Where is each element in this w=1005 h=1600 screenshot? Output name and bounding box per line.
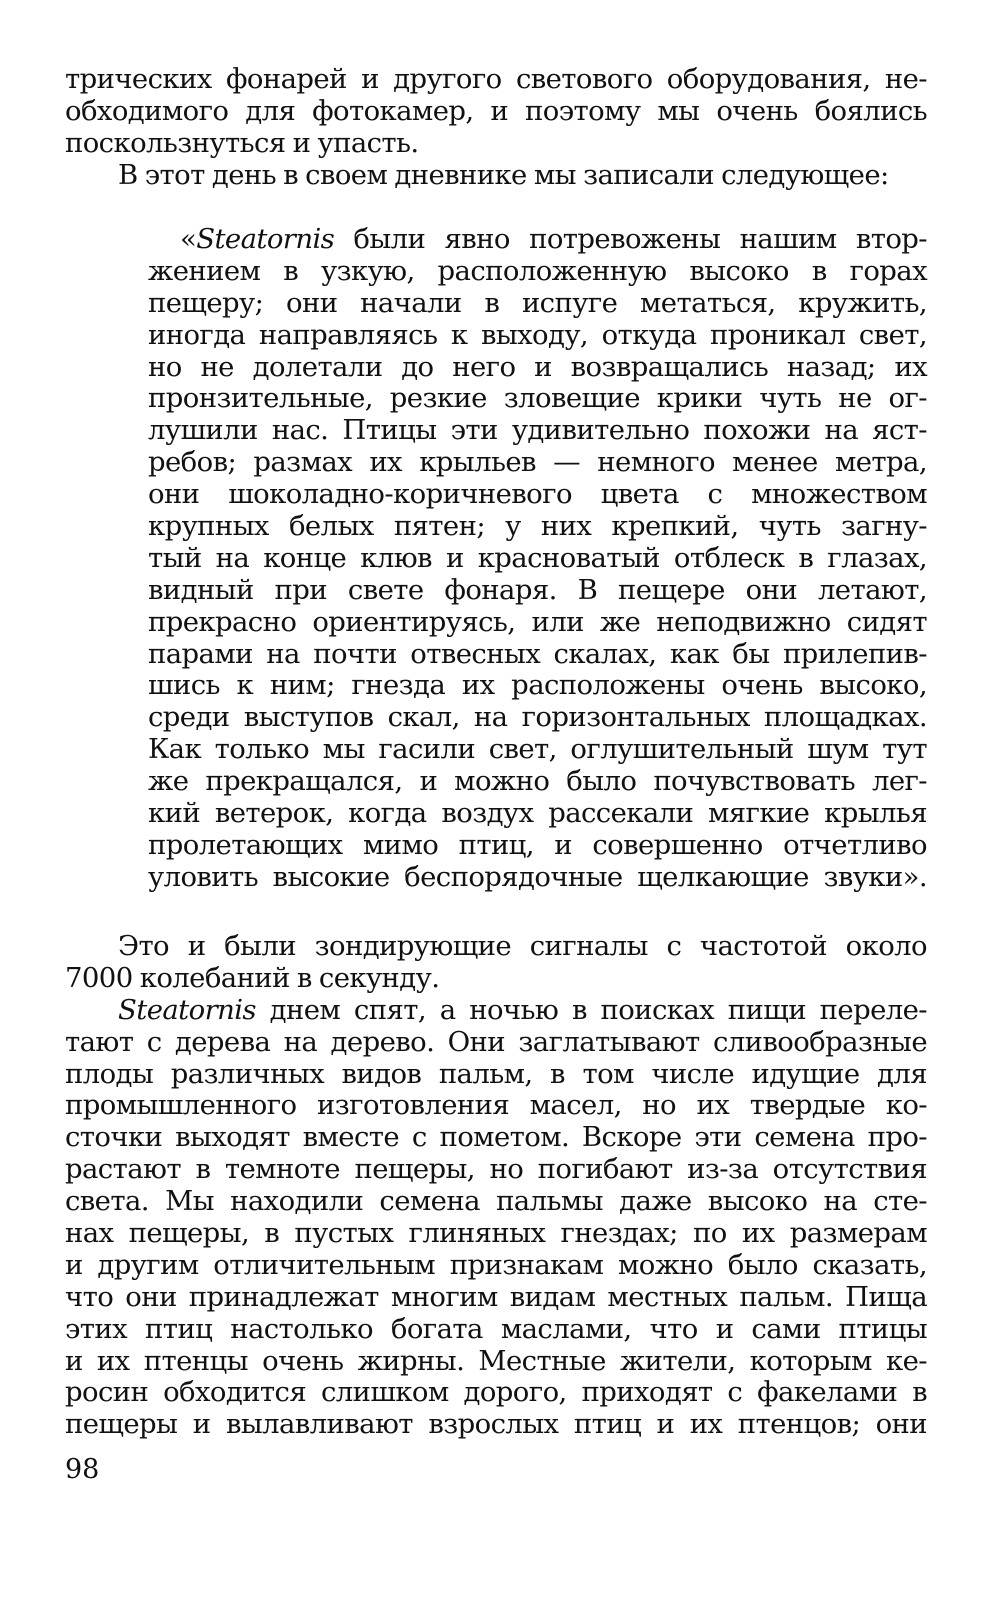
text-line: кий ветерок, когда воздух рассекали мягкие крылья bbox=[148, 797, 927, 830]
opening-paragraphs bbox=[65, 64, 927, 192]
text-line: и их птенцы очень жирны. Местные жители, которым ке- bbox=[65, 1344, 927, 1377]
text-line: Это и были зондирующие сигналы с частотой около bbox=[118, 930, 927, 962]
text-line: шись к ним; гнезда их расположены очень высоко, bbox=[148, 669, 927, 702]
text-line: пещеры и вылавливают взрослых птиц и их птенцов; они bbox=[65, 1408, 927, 1441]
text-line: пронзительные, резкие зловещие крики чуть не ог- bbox=[148, 382, 927, 415]
text-line: Как только мы гасили свет, оглушительный шум тут bbox=[148, 733, 927, 766]
text-line: обходимого для фотокамер, и поэтому мы очень боялись bbox=[65, 94, 927, 127]
text-line: поскользнуться и упасть. bbox=[65, 126, 419, 159]
text-line: парами на почти отвесных скалах, как бы прилепив- bbox=[148, 637, 927, 670]
text-line: они шоколадно-коричневого цвета с множеством bbox=[148, 478, 927, 511]
page-number: 98 bbox=[65, 1454, 100, 1485]
text-line: нах пещеры, в пустых глиняных гнездах; по их размерам bbox=[65, 1217, 927, 1250]
text-line: тый на конце клюв и красноватый отблеск в глазах, bbox=[148, 541, 927, 574]
text-line: жением в узкую, расположенную высоко в горах bbox=[148, 254, 927, 287]
text-line: же прекращался, и можно было почувствовать лег- bbox=[148, 765, 927, 798]
text-line: лушили нас. Птицы эти удивительно похожи на яст- bbox=[148, 414, 927, 447]
text-line: и другим отличительным признакам можно было сказать, bbox=[65, 1248, 927, 1281]
text-line: промышленного изготовления масел, но их твердые ко- bbox=[65, 1089, 927, 1122]
text-line: растают в темноте пещеры, но погибают из-за отсутствия bbox=[65, 1153, 927, 1186]
text-line: но не долетали до него и возвращались назад; их bbox=[148, 350, 927, 383]
text-line: пролетающих мимо птиц, и совершенно отчетливо bbox=[148, 828, 927, 861]
text-line: крупных белых пятен; у них крепкий, чуть загну- bbox=[148, 510, 927, 543]
text-line: этих птиц настолько богата маслами, что и сами птицы bbox=[65, 1312, 927, 1345]
diary-quote bbox=[148, 224, 927, 894]
text-line: уловить высокие беспорядочные щелкающие звуки». bbox=[148, 860, 927, 893]
text-fragment: днем спят, а ночью в поисках пищи переле- bbox=[255, 993, 927, 1026]
text-line: среди выступов скал, на горизонтальных площадках. bbox=[148, 701, 927, 734]
text-line: ребов; размах их крыльев — немного менее метра, bbox=[148, 446, 927, 479]
text-line: что они принадлежат многим видам местных пальм. Пища bbox=[65, 1280, 927, 1313]
text-line: видный при свете фонаря. В пещере они летают, bbox=[148, 573, 927, 606]
italic-term: Steatornis bbox=[196, 223, 335, 255]
text-line: прекрасно ориентируясь, или же неподвижно сидят bbox=[148, 605, 927, 638]
closing-paragraphs bbox=[65, 930, 927, 1441]
text-line: плоды различных видов пальм, в том числе идущие для bbox=[65, 1057, 927, 1090]
text-line: пещеру; они начали в испуге метаться, кружить, bbox=[148, 286, 927, 319]
text-line: иногда направляясь к выходу, откуда проникал свет, bbox=[148, 318, 927, 351]
text-line: 7000 колебаний в секунду. bbox=[65, 961, 440, 994]
text-line: росин обходится слишком дорого, приходят с факелами в bbox=[65, 1376, 927, 1409]
text-line: света. Мы находили семена пальмы даже высоко на сте- bbox=[65, 1185, 927, 1218]
text-line: трических фонарей и другого светового оборудования, не- bbox=[65, 63, 927, 95]
italic-term: Steatornis bbox=[118, 993, 256, 1026]
paragraph-first-line bbox=[118, 995, 927, 1027]
text-line: тают с дерева на дерево. Они заглатывают сливообразные bbox=[65, 1025, 927, 1058]
text-line: сточки выходят вместе с пометом. Вскоре эти семена про- bbox=[65, 1121, 927, 1154]
text-fragment: были явно потревожены нашим втор- bbox=[334, 223, 927, 255]
text-line: В этот день в своем дневнике мы записали следующее: bbox=[118, 158, 889, 191]
quote-first-line: «Steatornis были явно потревожены нашим втор- bbox=[180, 223, 927, 255]
